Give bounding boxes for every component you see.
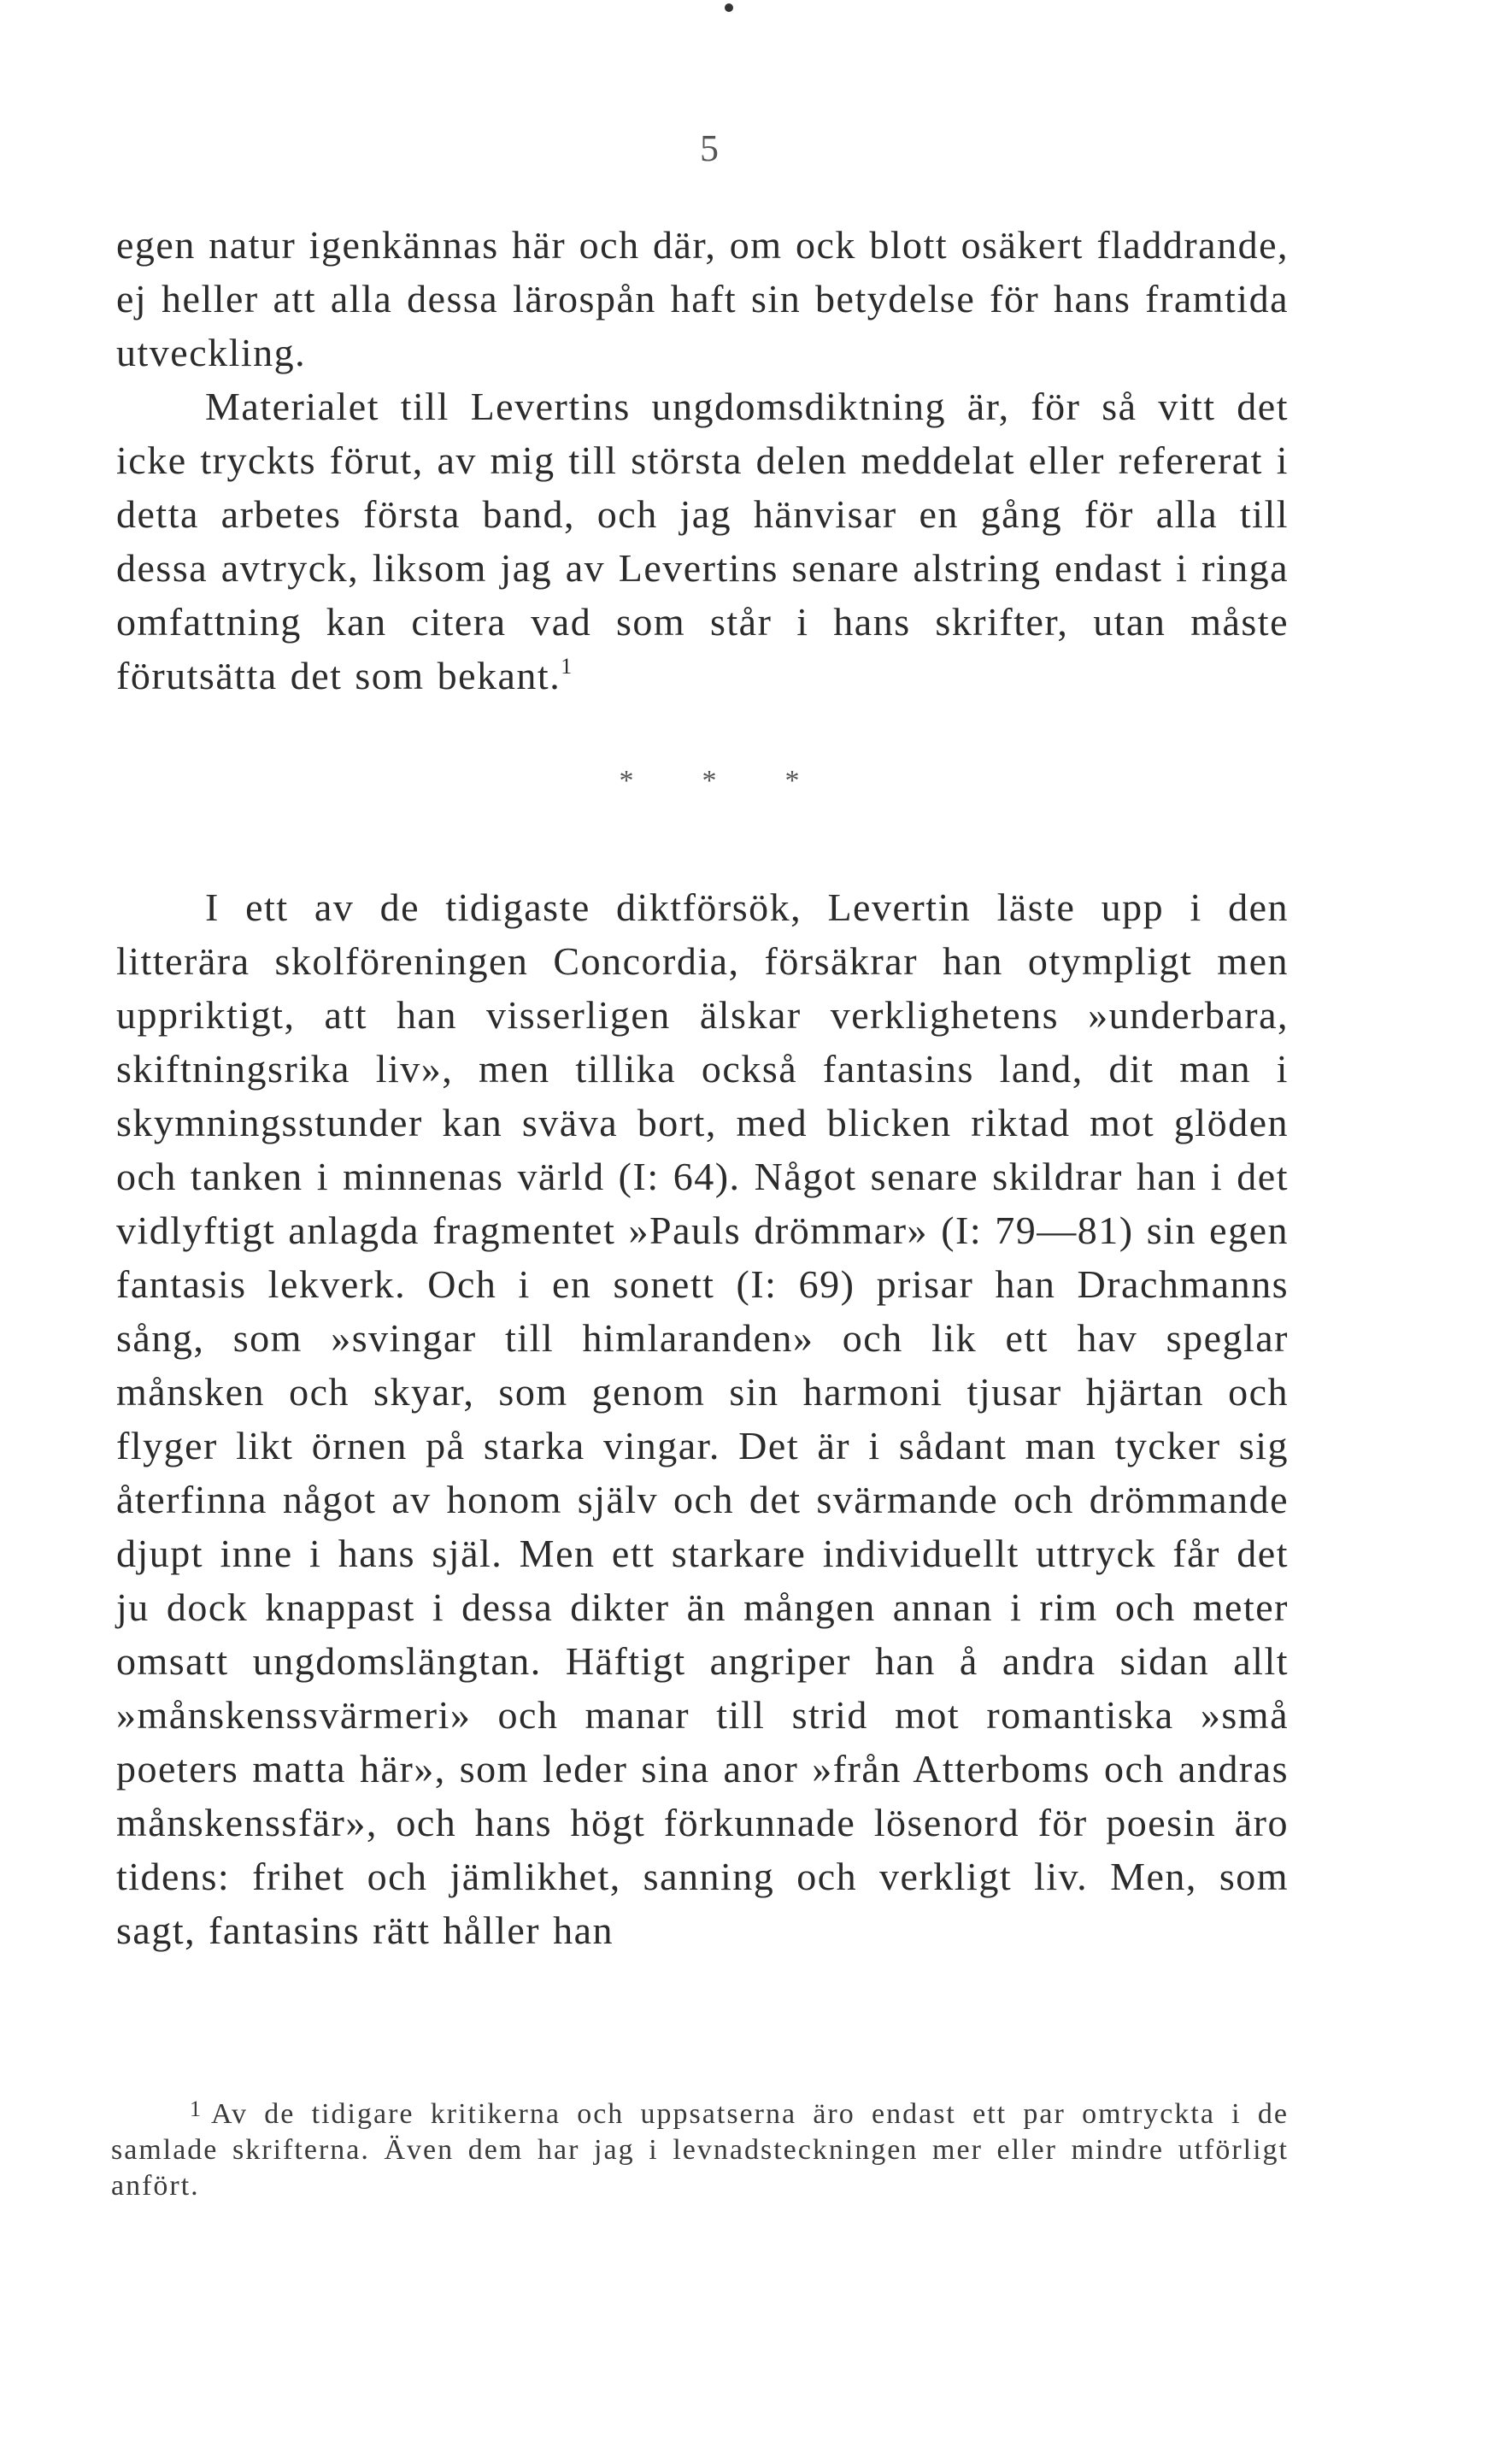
footnote-reference[interactable]: 1 bbox=[561, 654, 573, 679]
footnote bbox=[111, 2091, 1289, 2204]
asterisk-2: * bbox=[702, 765, 717, 797]
paragraph-material bbox=[116, 379, 1289, 703]
asterisk-3: * bbox=[784, 765, 800, 797]
footnote-paragraph bbox=[111, 2091, 1289, 2204]
paragraph-main: I ett av de tidigaste diktförsök, Levertin läste upp i den litterära skolföreningen Concordia, försäkrar han otympligt men uppriktigt, att han visserligen älskar verklighetens »underbara, skiftningsrika liv», men tillika också fantasins land, dit man i skymningsstunder kan sväva bort, med blicken riktad mot glöden och tanken i minnenas värld (I: 64). Något senare skildrar han i det vidlyftigt anlagda fragmentet »Pauls drömmar» (I: 79—81) sin egen fantasis lekverk. Och i en sonett (I: 69) prisar han Drachmanns sång, som »svingar till himlaranden» och lik ett hav speglar månsken och skyar, som genom sin harmoni tjusar hjärtan och flyger likt örnen på starka vingar. Det är i sådant man tycker sig återfinna något av honom själv och det svärmande och drömmande djupt inne i hans själ. Men ett starkare individuellt uttryck får det ju dock knappast i dessa dikter än mången annan i rim och meter omsatt ungdomslängtan. Häftigt angriper han å andra sidan allt »månskenssvärmeri» och manar till strid mot romantiska »små poeters matta här», som leder sina anor »från Atterboms och andras månskenssfär», och hans högt förkunnade lösenord för poesin äro tidens: frihet och jämlikhet, sanning och verkligt liv. Men, som sagt, fantasins rätt håller han bbox=[116, 885, 1289, 1952]
section-top bbox=[116, 218, 1289, 703]
section-main bbox=[116, 880, 1289, 1957]
paragraph-material-text: Materialet till Levertins ungdomsdiktning är, för så vitt det icke tryckts förut, av mig till största delen meddelat eller refererat i detta arbetes första band, och jag hänvisar en gång för alla till dessa avtryck, liksom jag av Levertins senare alstring endast i ringa omfattning kan citera vad som står i hans skrifter, utan måste förutsätta det som bekant. bbox=[116, 385, 1289, 697]
footnote-mark: 1 bbox=[190, 2096, 203, 2121]
section-separator bbox=[0, 765, 1419, 797]
footnote-text: Av de tidigare kritikerna och uppsatserna äro endast ett par omtryckta i de samlade skrifterna. Även dem har jag i levnadsteckningen mer eller mindre utförligt anfört. bbox=[111, 2098, 1289, 2202]
asterisk-1: * bbox=[619, 765, 634, 797]
page-dot-mark bbox=[725, 3, 733, 12]
page-number: 5 bbox=[700, 127, 719, 169]
paragraph-continued: egen natur igenkännas här och där, om ock blott osäkert fladdrande, ej heller att alla dessa lärospån haft sin betydelse för hans framtida utveckling. bbox=[116, 223, 1289, 374]
